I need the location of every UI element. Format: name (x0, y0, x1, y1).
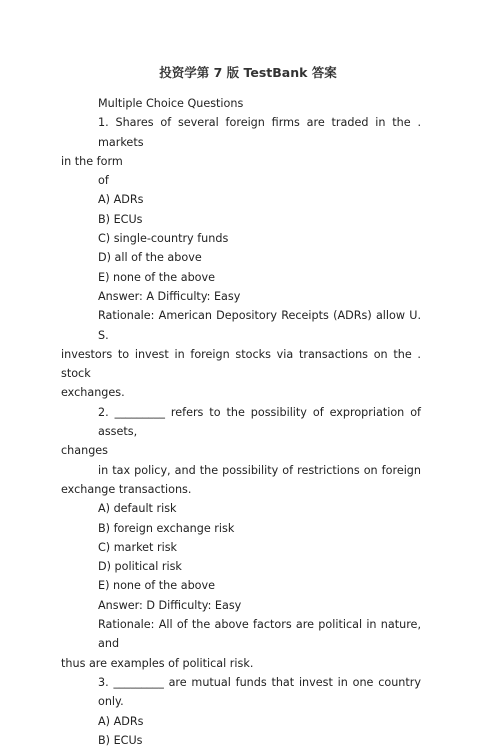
q2-stem-line: in tax policy, and the possibility of restrictions on foreign (98, 463, 421, 477)
q3-option: B) ECUs (98, 733, 143, 747)
q1-option: D) all of the above (98, 251, 202, 265)
q2-option: E) none of the above (98, 579, 216, 593)
document-title: 投资学第 7 版 TestBank 答案 (159, 65, 337, 80)
q1-stem-line: of (98, 174, 109, 188)
q2-stem-line: 2. _________ refers to the possibility of expropriation of assets, (98, 405, 421, 439)
q1-option: B) ECUs (98, 212, 143, 226)
q2-option: C) market risk (98, 540, 178, 554)
q2-option: D) political risk (98, 560, 182, 574)
document-body (61, 94, 421, 750)
q1-stem-line: in the form (61, 154, 123, 168)
q1-rationale-line: exchanges. (61, 386, 125, 400)
q1-answer: Answer: A Difficulty: Easy (98, 289, 241, 303)
q1-stem-line: 1. Shares of several foreign firms are traded in the . markets (98, 116, 421, 149)
q1-option: E) none of the above (98, 270, 216, 284)
q3-stem-line: 3. _________ are mutual funds that invest in one country only. (98, 675, 421, 709)
section-heading: Multiple Choice Questions (98, 97, 244, 110)
q2-option: A) default risk (98, 502, 177, 516)
q1-option: A) ADRs (98, 193, 144, 207)
q3-option: A) ADRs (98, 714, 144, 728)
q2-stem-line: changes (61, 444, 109, 458)
q1-option: C) single-country funds (98, 232, 229, 246)
q2-rationale-line: Rationale: All of the above factors are political in nature, and (98, 618, 421, 651)
q1-rationale-line: Rationale: American Depository Receipts (ADRs) allow U. S. (98, 309, 421, 342)
q2-stem-line: exchange transactions. (61, 482, 192, 496)
q2-answer: Answer: D Difficulty: Easy (98, 598, 242, 612)
q2-rationale-line: thus are examples of political risk. (61, 656, 254, 670)
q1-rationale-line: investors to invest in foreign stocks via transactions on the . stock (61, 347, 421, 381)
q2-option: B) foreign exchange risk (98, 521, 235, 535)
